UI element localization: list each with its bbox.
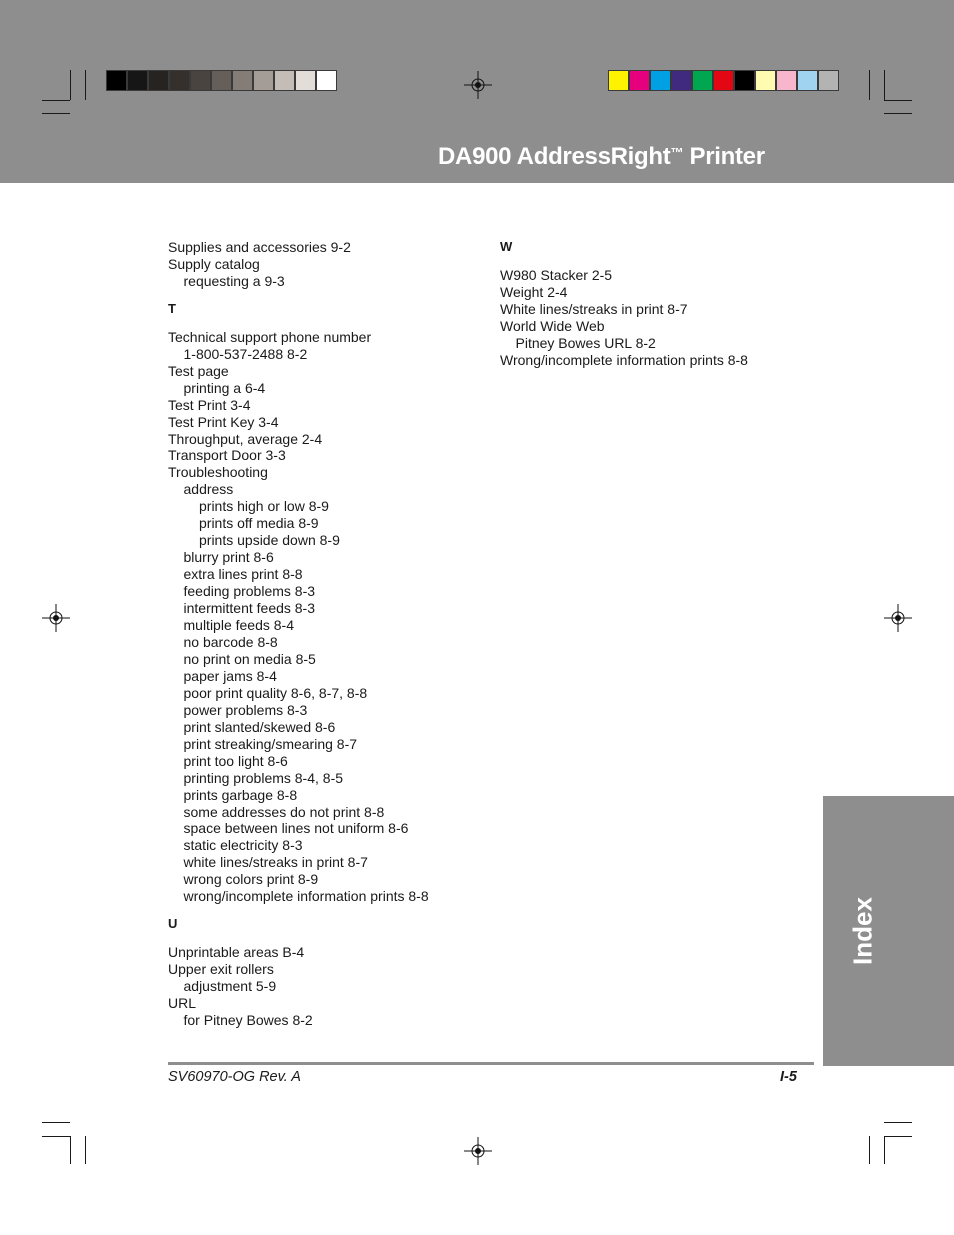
color-swatch [818, 70, 839, 91]
index-subentry: no barcode 8-8 [183, 633, 278, 650]
index-subentry: address [183, 481, 234, 498]
index-entry: W980 Stacker 2-5 [500, 266, 613, 283]
index-entry: World Wide Web [500, 317, 605, 334]
color-swatch [232, 70, 253, 91]
color-swatch [169, 70, 190, 91]
index-entry: Supply catalog [168, 255, 260, 272]
index-subentry: print slanted/skewed 8-6 [183, 718, 336, 735]
crop-mark [42, 1136, 70, 1137]
index-subentry: 1-800-537-2488 8-2 [183, 345, 308, 362]
crop-mark [869, 1136, 870, 1164]
index-entry: Technical support phone number [168, 328, 372, 345]
color-swatch [295, 70, 316, 91]
index-subentry: wrong colors print 8-9 [183, 871, 319, 888]
color-swatch [713, 70, 734, 91]
index-subentry: requesting a 9-3 [183, 272, 285, 289]
process-color-bar [608, 70, 839, 91]
index-entry: Throughput, average 2-4 [168, 430, 323, 447]
grayscale-color-bar [106, 70, 337, 91]
color-swatch [106, 70, 127, 91]
page-title: DA900 AddressRight™ Printer [438, 143, 765, 170]
index-subentry: prints upside down 8-9 [199, 532, 340, 549]
color-swatch [211, 70, 232, 91]
footer-rule [168, 1062, 814, 1065]
color-swatch [734, 70, 755, 91]
index-subentry: adjustment 5-9 [183, 978, 277, 995]
index-subentry: wrong/incomplete information prints 8-8 [183, 888, 429, 905]
index-subentry: prints high or low 8-9 [199, 498, 329, 515]
section-tab-label: Index [847, 897, 878, 965]
crop-mark [85, 70, 86, 100]
index-entry: Test page [168, 362, 229, 379]
color-swatch [671, 70, 692, 91]
index-subentry: paper jams 8-4 [183, 667, 277, 684]
document-id: SV60970-OG Rev. A [168, 1069, 301, 1085]
index-subentry: blurry print 8-6 [183, 549, 274, 566]
index-letter-heading: U [168, 916, 178, 932]
crop-mark [884, 100, 912, 101]
index-column-right [500, 239, 748, 369]
color-swatch [608, 70, 629, 91]
index-subentry: print too light 8-6 [183, 752, 288, 769]
index-subentry: prints off media 8-9 [199, 515, 319, 532]
index-entry: White lines/streaks in print 8-7 [500, 300, 688, 317]
index-subentry: printing problems 8-4, 8-5 [183, 769, 344, 786]
index-subentry: intermittent feeds 8-3 [183, 600, 316, 617]
index-entry: Unprintable areas B-4 [168, 944, 305, 961]
index-subentry: no print on media 8-5 [183, 650, 316, 667]
index-subentry: feeding problems 8-3 [183, 583, 316, 600]
crop-mark [884, 70, 885, 100]
index-subentry: extra lines print 8-8 [183, 566, 303, 583]
index-subentry: poor print quality 8-6, 8-7, 8-8 [183, 684, 368, 701]
index-column-left [168, 239, 429, 1029]
crop-mark [42, 113, 70, 114]
color-swatch [316, 70, 337, 91]
index-subentry: print streaking/smearing 8-7 [183, 735, 358, 752]
index-entry: URL [168, 995, 197, 1012]
color-swatch [776, 70, 797, 91]
index-letter-heading: T [168, 300, 176, 316]
index-entry: Troubleshooting [168, 464, 268, 481]
color-swatch [797, 70, 818, 91]
page-number: I-5 [780, 1069, 797, 1085]
registration-mark-icon [42, 604, 70, 632]
registration-mark-icon [884, 604, 912, 632]
index-subentry: space between lines not uniform 8-6 [183, 820, 409, 837]
color-swatch [127, 70, 148, 91]
index-subentry: Pitney Bowes URL 8-2 [515, 334, 656, 351]
index-entry: Weight 2-4 [500, 283, 568, 300]
index-subentry: multiple feeds 8-4 [183, 617, 295, 634]
color-swatch [274, 70, 295, 91]
index-subentry: white lines/streaks in print 8-7 [183, 854, 368, 871]
color-swatch [148, 70, 169, 91]
crop-mark [70, 70, 71, 100]
section-tab [823, 796, 954, 1066]
index-entry: Supplies and accessories 9-2 [168, 239, 351, 255]
index-entry: Wrong/incomplete information prints 8-8 [500, 351, 748, 368]
index-subentry: for Pitney Bowes 8-2 [183, 1011, 313, 1028]
index-subentry: power problems 8-3 [183, 701, 308, 718]
index-entry: Test Print 3-4 [168, 396, 251, 413]
index-subentry: prints garbage 8-8 [183, 786, 298, 803]
crop-mark [70, 1136, 71, 1164]
crop-mark [884, 1122, 912, 1123]
index-entry: Upper exit rollers [168, 961, 274, 978]
crop-mark [884, 1136, 912, 1137]
crop-mark [869, 70, 870, 100]
index-letter-heading: W [500, 239, 513, 254]
index-subentry: some addresses do not print 8-8 [183, 803, 385, 820]
color-swatch [755, 70, 776, 91]
color-swatch [692, 70, 713, 91]
registration-mark-icon [464, 71, 492, 99]
index-entry: Transport Door 3-3 [168, 447, 286, 464]
color-swatch [190, 70, 211, 91]
color-swatch [253, 70, 274, 91]
registration-mark-icon [464, 1137, 492, 1165]
index-entry: Test Print Key 3-4 [168, 413, 279, 430]
color-swatch [629, 70, 650, 91]
crop-mark [85, 1136, 86, 1164]
crop-mark [42, 100, 70, 101]
index-subentry: static electricity 8-3 [183, 837, 303, 854]
color-swatch [650, 70, 671, 91]
crop-mark [42, 1122, 70, 1123]
crop-mark [884, 113, 912, 114]
crop-mark [884, 1136, 885, 1164]
index-subentry: printing a 6-4 [183, 379, 266, 396]
